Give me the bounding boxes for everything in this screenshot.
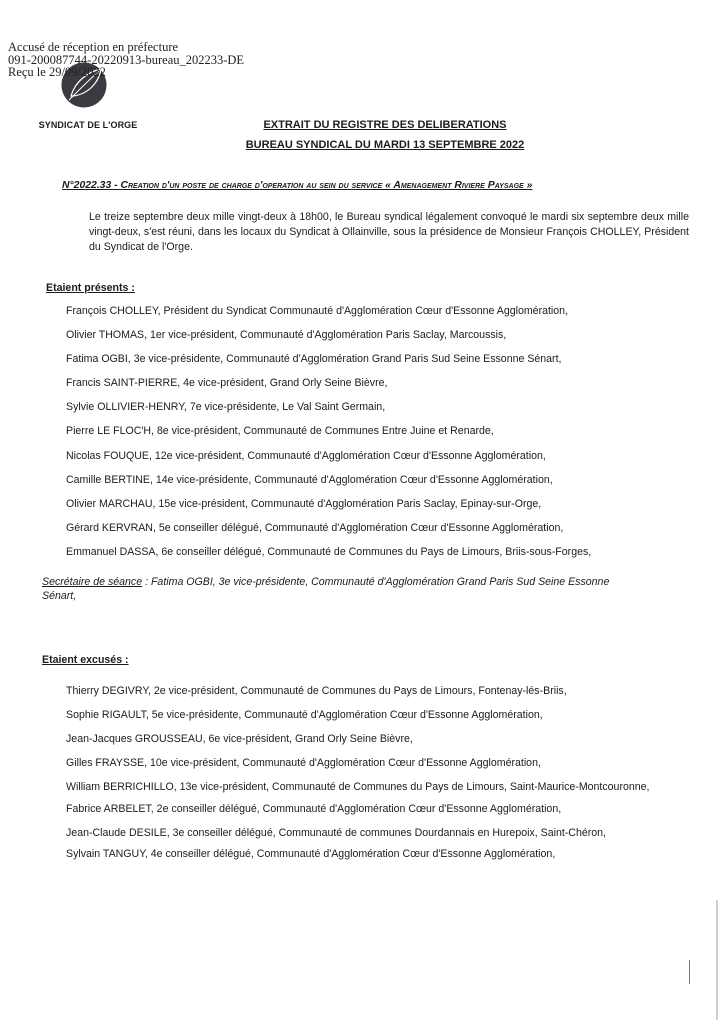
list-item: Gérard KERVRAN, 5e conseiller délégué, Communauté d'Agglomération Cœur d'Essonne Agglomération, xyxy=(66,521,564,534)
deliberation-subject: Creation d'un poste de charge d'operation au sein du service « Amenagement Riviere Paysage » xyxy=(120,180,533,191)
list-item: Jean-Claude DESILE, 3e conseiller délégué, Communauté de communes Dourdannais en Hurepoix, Saint-Chéron, xyxy=(66,826,606,839)
list-item: Jean-Jacques GROUSSEAU, 6e vice-président, Grand Orly Seine Bièvre, xyxy=(66,733,413,746)
stamp-line-3: Reçu le 29/09/2022 xyxy=(8,65,106,79)
list-item: Sylvie OLLIVIER-HENRY, 7e vice-présidente, Le Val Saint Germain, xyxy=(66,401,386,414)
list-item: Camille BERTINE, 14e vice-présidente, Communauté d'Agglomération Cœur d'Essonne Agglomération, xyxy=(66,473,553,486)
list-item: Pierre LE FLOC'H, 8e vice-président, Communauté de Communes Entre Juine et Renarde, xyxy=(66,425,494,438)
secretary-text: : Fatima OGBI, 3e vice-présidente, Communauté d'Agglomération Grand Paris Sud Seine Essonne Sénart, xyxy=(42,576,610,602)
secretary-label: Secrétaire de séance xyxy=(42,576,143,588)
list-item: Sylvain TANGUY, 4e conseiller délégué, Communauté d'Agglomération Cœur d'Essonne Agglomération, xyxy=(66,848,556,861)
org-name: SYNDICAT DE L'ORGE xyxy=(38,120,138,130)
list-item: Francis SAINT-PIERRE, 4e vice-président, Grand Orly Seine Bièvre, xyxy=(66,377,388,390)
present-list xyxy=(66,305,686,559)
list-item: Fatima OGBI, 3e vice-présidente, Communauté d'Agglomération Grand Paris Sud Seine Essonne Sénart, xyxy=(66,353,562,366)
stamp-line-1: Accusé de réception en préfecture xyxy=(8,40,179,54)
list-item: François CHOLLEY, Président du Syndicat Communauté d'Agglomération Cœur d'Essonne Agglomération, xyxy=(66,305,569,317)
secretary-line xyxy=(42,575,632,603)
stamp-line-2: 091-200087744-20220913-bureau_202233-DE xyxy=(8,52,245,67)
intro-paragraph: Le treize septembre deux mille vingt-deux à 18h00, le Bureau syndical légalement convoqué le mardi six septembre deux mille vingt-deux, s'est réuni, dans les locaux du Syndicat à Ollainville, sous la présidence de Monsieur François CHOLLEY, Président du Syndicat de l'Orge. xyxy=(89,211,689,253)
list-item: Thierry DEGIVRY, 2e vice-président, Communauté de Communes du Pays de Limours, Fontenay-lés-Briis, xyxy=(66,685,567,697)
document-subtitle: BUREAU SYNDICAL DU MARDI 13 SEPTEMBRE 2022 xyxy=(245,139,525,151)
scan-mark xyxy=(689,960,690,984)
list-item: William BERRICHILLO, 13e vice-président, Communauté de Communes du Pays de Limours, Saint-Maurice-Montcouronne, xyxy=(66,781,650,794)
list-item: Olivier MARCHAU, 15e vice-président, Communauté d'Agglomération Paris Saclay, Epinay-sur-Orge, xyxy=(66,497,542,510)
present-heading: Etaient présents : xyxy=(46,282,135,294)
deliberation-heading xyxy=(62,180,702,191)
list-item: Olivier THOMAS, 1er vice-président, Communauté d'Agglomération Paris Saclay, Marcoussis, xyxy=(66,329,507,342)
scan-edge-line xyxy=(716,900,718,1020)
excused-list xyxy=(66,685,666,862)
list-item: Emmanuel DASSA, 6e conseiller délégué, Communauté de Communes du Pays de Limours, Briis-sous-Forges, xyxy=(66,545,592,558)
list-item: Fabrice ARBELET, 2e conseiller délégué, Communauté d'Agglomération Cœur d'Essonne Agglomération, xyxy=(66,802,562,815)
list-item: Sophie RIGAULT, 5e vice-présidente, Communauté d'Agglomération Cœur d'Essonne Agglomération, xyxy=(66,709,543,722)
list-item: Nicolas FOUQUE, 12e vice-président, Communauté d'Agglomération Cœur d'Essonne Agglomération, xyxy=(66,449,546,462)
document-title: EXTRAIT DU REGISTRE DES DELIBERATIONS xyxy=(263,119,507,131)
prefecture-stamp xyxy=(8,41,244,79)
list-item: Gilles FRAYSSE, 10e vice-président, Communauté d'Agglomération Cœur d'Essonne Agglomération, xyxy=(66,757,541,770)
excused-heading: Etaient excusés : xyxy=(42,654,129,666)
deliberation-number: N°2022.33 - xyxy=(62,180,121,191)
